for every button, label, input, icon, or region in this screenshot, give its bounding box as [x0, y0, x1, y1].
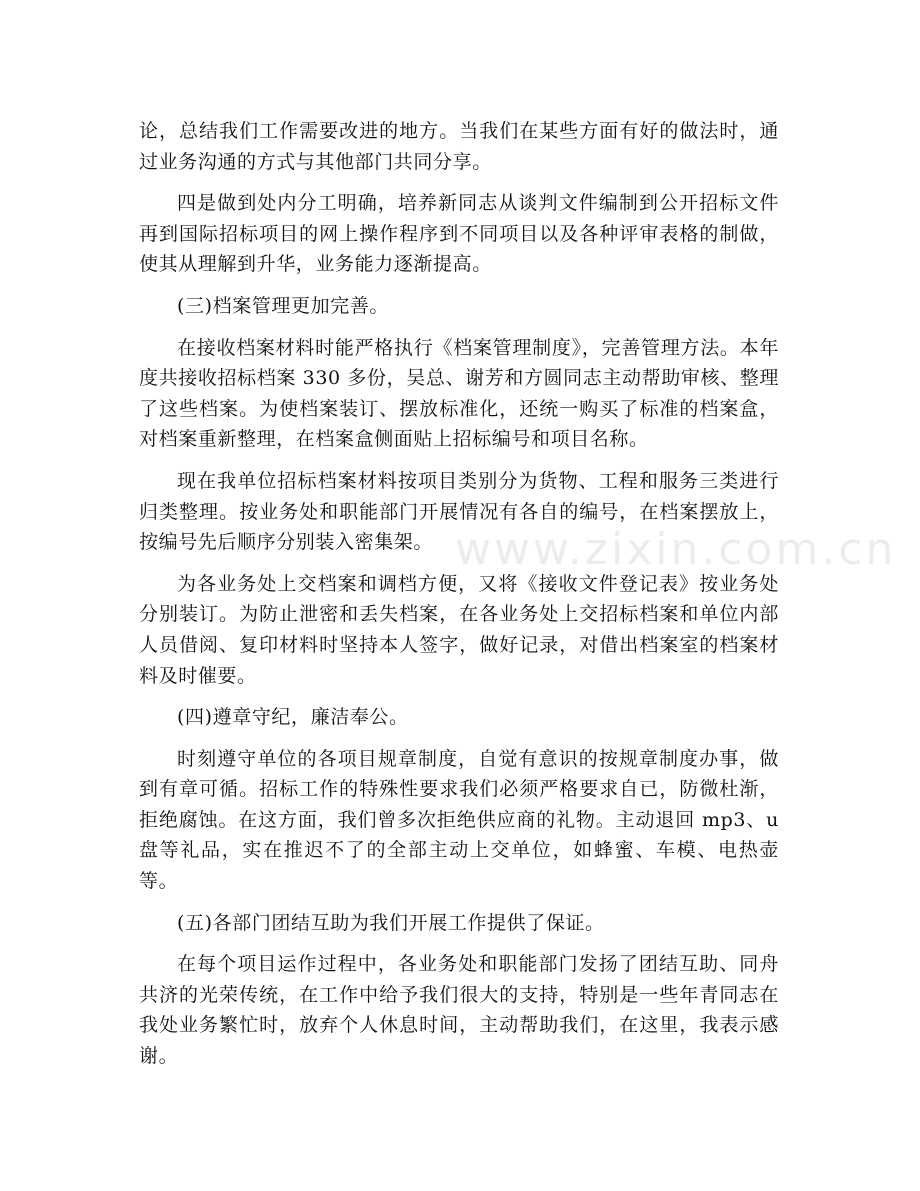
section-heading-5: (五)各部门团结互助为我们开展工作提供了保证。 — [177, 911, 605, 934]
paragraph-4: 在接收档案材料时能严格执行《档案管理制度》，完善管理方法。本年度共接收招标档案 330 多份，吴总、谢芳和方圆同志主动帮助审核、整理了这些档案。为使档案装订、摆放标准化，还统一购买了标准的档案盒，对档案重新整理，在档案盒侧面贴上招标编号和项目名称。 — [139, 336, 779, 451]
paragraph-10: 在每个项目运作过程中，各业务处和职能部门发扬了团结互助、同舟共济的光荣传统，在工作中给予我们很大的支持，特别是一些年青同志在我处业务繁忙时，放弃个人休息时间，主动帮助我们，在这里，我表示感谢。 — [139, 953, 779, 1068]
paragraph-6: 为各业务处上交档案和调档方便，又将《接收文件登记表》按业务处分别装订。为防止泄密和丢失档案，在各业务处上交招标档案和单位内部人员借阅、复印材料时坚持本人签字，做好记录，对借出档案室的档案材料及时催要。 — [139, 572, 779, 687]
paragraph-2: 四是做到处内分工明确，培养新同志从谈判文件编制到公开招标文件再到国际招标项目的网上操作程序到不同项目以及各种评审表格的制做，使其从理解到升华，业务能力逐渐提高。 — [139, 192, 779, 276]
section-heading-4: (四)遵章守纪，廉洁奉公。 — [177, 706, 409, 729]
watermark: www.zixin.com.cn — [455, 524, 897, 575]
paragraph-1: 论，总结我们工作需要改进的地方。当我们在某些方面有好的做法时，通过业务沟通的方式与其他部门共同分享。 — [139, 120, 779, 173]
paragraph-5: 现在我单位招标档案材料按项目类别分为货物、工程和服务三类进行归类整理。按业务处和职能部门开展情况有各自的编号，在档案摆放上，按编号先后顺序分别装入密集架。 — [139, 469, 779, 554]
document-body — [139, 116, 779, 1083]
paragraph-8: 时刻遵守单位的各项目规章制度，自觉有意识的按规章制度办事，做到有章可循。招标工作的特殊性要求我们必须严格要求自已，防微杜渐，拒绝腐蚀。在这方面，我们曾多次拒绝供应商的礼物。主动退回 mp3、u 盘等礼品，实在推迟不了的全部主动上交单位，如蜂蜜、车模、电热壶等。 — [139, 747, 779, 893]
section-heading-3: (三)档案管理更加完善。 — [177, 294, 390, 317]
